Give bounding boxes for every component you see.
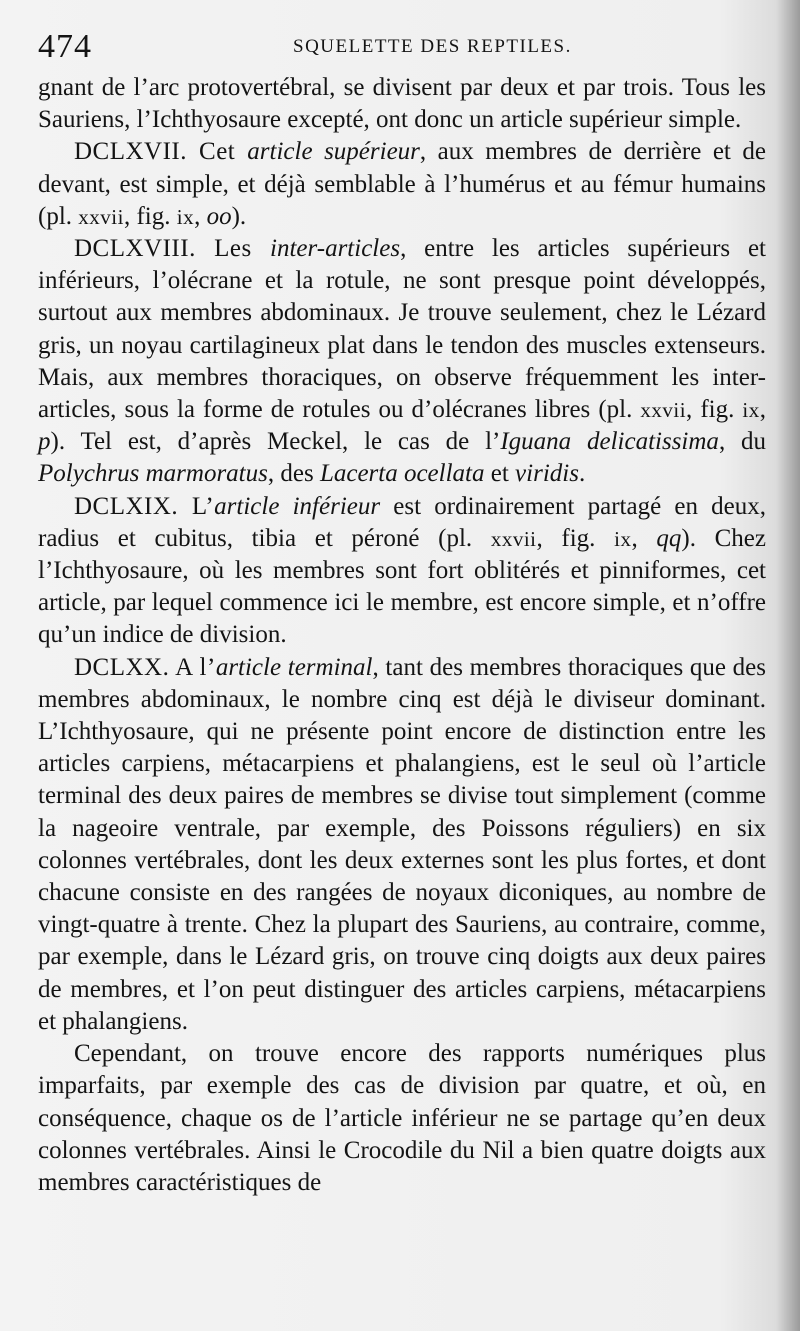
- page-number: 474: [38, 28, 92, 65]
- italic-text: article terminal: [215, 653, 373, 681]
- italic-text: viridis: [515, 460, 579, 488]
- italic-text: p: [38, 428, 51, 456]
- text-run: , tant des membres thoraciques que des membres abdominaux, le nombre cinq est déjà le diviseur dominant. L’Ichthyosaure, qui ne présente point encore de distinction entre les articles carpiens, métacarpiens et phalangiens, est le seul où l’article terminal des deux paires de membres se divise tout simplement (comme la nageoire ventrale, par exemple, des Poissons réguliers) en six colonnes vertébrales, dont les deux externes sont les plus fortes, et dont chacune consiste en des rangées de noyaux diconiques, au nombre de vingt-quatre à trente. Chez la plupart des Sauriens, au contraire, comme, par exemple, dans le Lézard gris, on trouve cinq doigts aux deux paires de membres, et l’on peut distinguer des articles carpiens, métacarpiens et phalangiens.: [38, 653, 766, 1035]
- paragraph: [38, 491, 766, 652]
- italic-text: inter-articles: [270, 235, 401, 263]
- text-run: xxvii: [640, 398, 687, 423]
- text-run: DCLXIX. L’: [74, 492, 215, 520]
- paragraph: [38, 652, 766, 1038]
- text-run: ,: [759, 396, 766, 424]
- running-head: SQUELETTE DES REPTILES.: [293, 36, 572, 57]
- text-run: est ordinairement partagé en deux, radius et cubitus, tibia et péroné (pl.: [38, 492, 766, 552]
- paragraph: [38, 136, 766, 233]
- italic-text: Iguana delicatissima: [500, 428, 719, 456]
- text-run: et: [484, 460, 516, 488]
- text-run: ). Tel est, d’après Meckel, le cas de l’: [50, 428, 501, 456]
- italic-text: qq: [656, 524, 682, 552]
- text-run: , des: [267, 460, 320, 488]
- text-run: , fig.: [536, 524, 615, 552]
- paragraph: [38, 233, 766, 491]
- italic-text: article supérieur: [247, 138, 420, 166]
- text-run: ix: [742, 398, 760, 423]
- text-run: ix: [176, 204, 195, 229]
- text-run: ). Chez l’Ichthyosaure, où les membres sont fort oblitérés et pinniformes, cet article, par lequel commence ici le membre, est encore simple, et n’offre qu’un indice de division.: [38, 524, 766, 649]
- text-run: DCLXVIII. Les: [74, 235, 271, 263]
- italic-text: oo: [206, 202, 232, 230]
- text-run: Cependant, on trouve encore des rapports numériques plus imparfaits, par exemple des cas de division par quatre, et où, en conséquence, chaque os de l’article inférieur ne se partage qu’en deux colonnes vertébrales. Ainsi le Crocodile du Nil a bien quatre doigts aux membres caractéristiques de: [38, 1040, 766, 1196]
- italic-text: Polychrus marmoratus: [38, 460, 268, 488]
- text-run: , fig.: [123, 202, 177, 230]
- italic-text: article inférieur: [214, 492, 381, 520]
- text-run: DCLXVII. Cet: [74, 138, 248, 166]
- text-run: ,: [194, 202, 207, 230]
- paragraph: [38, 1038, 766, 1199]
- paragraph: [38, 72, 766, 136]
- text-run: .: [578, 460, 586, 488]
- text-run: ,: [631, 524, 657, 552]
- text-run: DCLXX. A l’: [74, 653, 216, 681]
- text-run: , entre les articles supérieurs et inférieurs, l’olécrane et la rotule, ne sont presque point développés, surtout aux membres abdominaux. Je trouve seulement, chez le Lézard gris, un noyau cartilagineux plat dans le tendon des muscles extenseurs. Mais, aux membres thoraciques, on observe fréquemment les inter-articles, sous la forme de rotules ou d’olécranes libres (pl.: [38, 235, 766, 424]
- text-run: xxvii: [490, 526, 537, 551]
- text-run: , fig.: [686, 396, 743, 424]
- text-run: ).: [231, 202, 247, 230]
- body-text: [38, 72, 766, 1199]
- text-run: xxvii: [78, 204, 124, 229]
- text-run: , aux membres de derrière et de devant, est simple, et déjà semblable à l’humérus et au fémur humains (pl.: [38, 138, 766, 230]
- text-run: gnant de l’arc protovertébral, se divisent par deux et par trois. Tous les Sauriens, l’Ichthyosaure excepté, ont donc un article supérieur simple.: [38, 74, 766, 134]
- italic-text: Lacerta ocellata: [319, 460, 485, 488]
- page-header: [38, 28, 760, 68]
- text-run: ix: [614, 526, 632, 551]
- text-run: , du: [718, 428, 767, 456]
